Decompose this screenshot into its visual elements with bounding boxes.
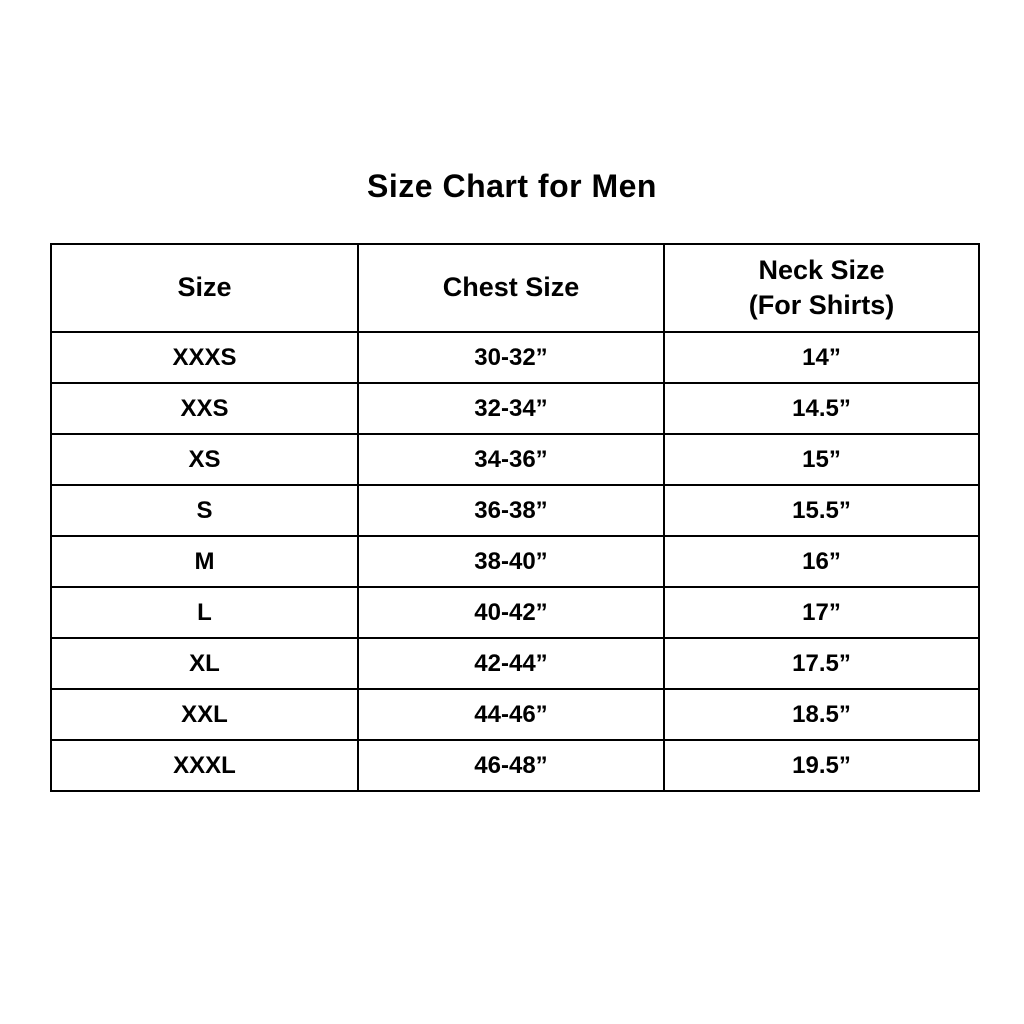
table-row bbox=[51, 434, 979, 485]
table-header-size-label: Size bbox=[177, 272, 232, 303]
table-row bbox=[51, 638, 979, 689]
table-cell-size: XXXS bbox=[51, 332, 358, 383]
table-cell-size: L bbox=[51, 587, 358, 638]
table-cell-size: M bbox=[51, 536, 358, 587]
table-body bbox=[51, 332, 979, 791]
table-cell-size: XL bbox=[51, 638, 358, 689]
table-header-neck-size-sublabel: (For Shirts) bbox=[748, 290, 895, 320]
table-row bbox=[51, 740, 979, 791]
table-header-neck-size-label: Neck Size bbox=[758, 254, 885, 285]
table-header-size bbox=[51, 244, 358, 332]
table-cell-neck-size: 19.5” bbox=[664, 740, 979, 791]
table-cell-chest-size: 36-38” bbox=[358, 485, 664, 536]
table-cell-chest-size: 34-36” bbox=[358, 434, 664, 485]
table-row bbox=[51, 485, 979, 536]
table-cell-chest-size: 38-40” bbox=[358, 536, 664, 587]
table-header-neck-size bbox=[664, 244, 979, 332]
table-row bbox=[51, 689, 979, 740]
table-cell-neck-size: 18.5” bbox=[664, 689, 979, 740]
table-cell-size: XXXL bbox=[51, 740, 358, 791]
table-row bbox=[51, 587, 979, 638]
table-cell-neck-size: 15.5” bbox=[664, 485, 979, 536]
table-cell-chest-size: 42-44” bbox=[358, 638, 664, 689]
table-cell-size: XXS bbox=[51, 383, 358, 434]
table-cell-neck-size: 15” bbox=[664, 434, 979, 485]
table-row bbox=[51, 536, 979, 587]
table-cell-chest-size: 30-32” bbox=[358, 332, 664, 383]
table-cell-chest-size: 32-34” bbox=[358, 383, 664, 434]
table-cell-neck-size: 17.5” bbox=[664, 638, 979, 689]
size-chart-table bbox=[50, 243, 980, 792]
table-cell-neck-size: 14.5” bbox=[664, 383, 979, 434]
table-cell-neck-size: 17” bbox=[664, 587, 979, 638]
table-cell-size: XXL bbox=[51, 689, 358, 740]
table-cell-chest-size: 46-48” bbox=[358, 740, 664, 791]
table-header-chest-size-label: Chest Size bbox=[442, 272, 580, 303]
table-cell-chest-size: 40-42” bbox=[358, 587, 664, 638]
table-cell-chest-size: 44-46” bbox=[358, 689, 664, 740]
table-header-row bbox=[51, 244, 979, 332]
table-row bbox=[51, 332, 979, 383]
table-cell-size: S bbox=[51, 485, 358, 536]
page-title: Size Chart for Men bbox=[367, 168, 657, 204]
table-row bbox=[51, 383, 979, 434]
table-cell-size: XS bbox=[51, 434, 358, 485]
table-header-chest-size bbox=[358, 244, 664, 332]
table-cell-neck-size: 16” bbox=[664, 536, 979, 587]
table-cell-neck-size: 14” bbox=[664, 332, 979, 383]
